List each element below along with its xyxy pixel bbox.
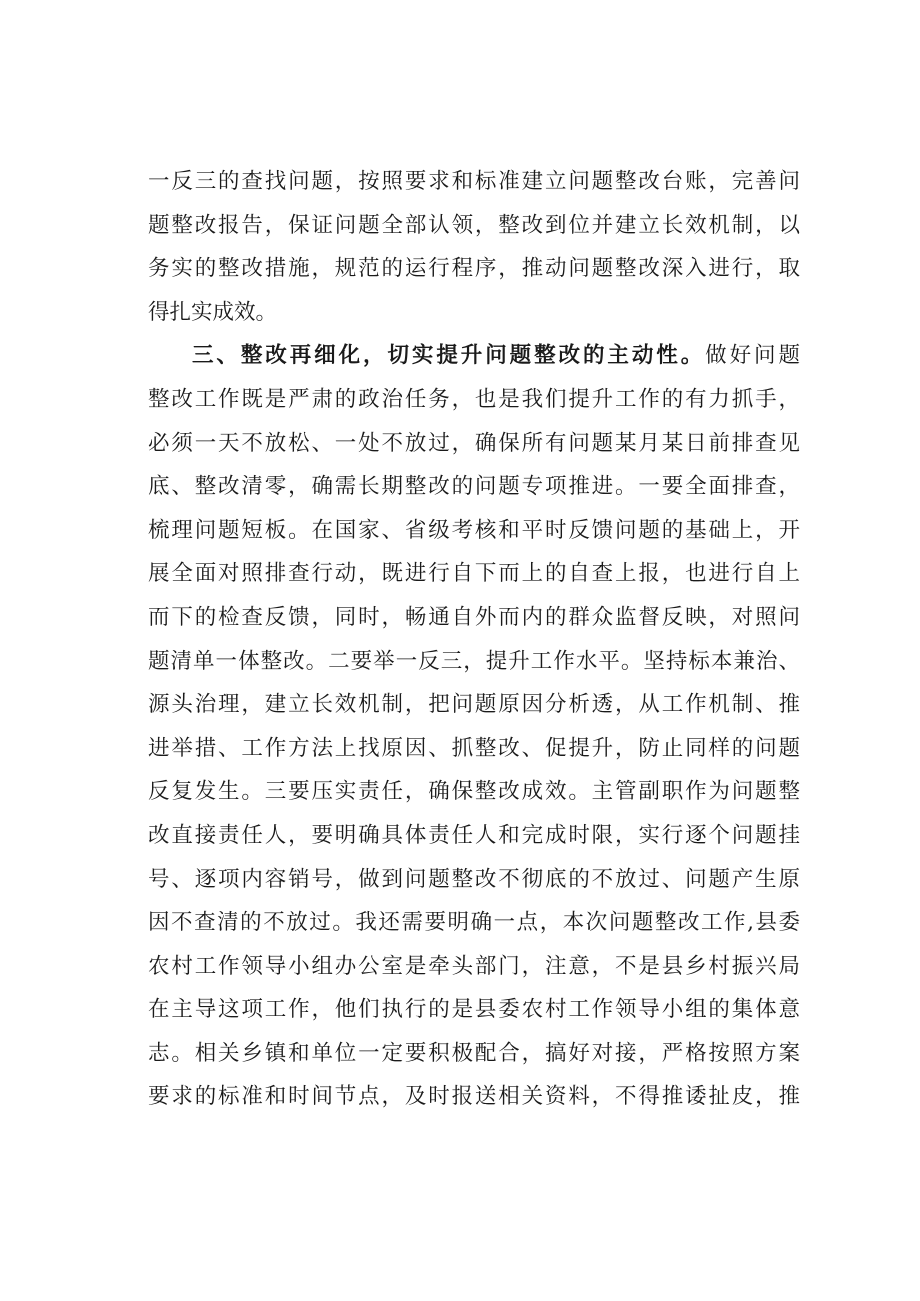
paragraph1-line: 务实的整改措施，规范的运行程序，推动问题整改深入进行，取 <box>148 256 800 282</box>
paragraph2-line: 展全面对照排查行动，既进行自下而上的自查上报，也进行自上 <box>148 561 800 587</box>
paragraph2-line: 志。相关乡镇和单位一定要积极配合，搞好对接，严格按照方案 <box>148 1040 800 1066</box>
paragraph1-line: 题整改报告，保证问题全部认领，整改到位并建立长效机制，以 <box>148 212 800 238</box>
paragraph1-line: 一反三的查找问题，按照要求和标准建立问题整改台账，完善问 <box>148 169 800 194</box>
paragraph1-line: 得扎实成效。 <box>148 299 278 325</box>
paragraph2-first-line-text: 做好问题 <box>705 343 800 369</box>
section-heading: 三、整改再细化，切实提升问题整改的主动性。 <box>192 343 706 369</box>
paragraph2-line: 源头治理，建立长效机制，把问题原因分析透，从工作机制、推 <box>148 692 800 718</box>
paragraph2-line: 要求的标准和时间节点，及时报送相关资料，不得推诿扯皮，推 <box>148 1084 800 1110</box>
paragraph2-line: 进举措、工作方法上找原因、抓整改、促提升，防止同样的问题 <box>148 735 800 761</box>
paragraph2-line: 号、逐项内容销号，做到问题整改不彻底的不放过、问题产生原 <box>148 866 800 892</box>
paragraph2-line: 整改工作既是严肃的政治任务，也是我们提升工作的有力抓手， <box>148 386 800 412</box>
paragraph2-line: 改直接责任人，要明确具体责任人和完成时限，实行逐个问题挂 <box>148 822 800 848</box>
paragraph2-line: 在主导这项工作，他们执行的是县委农村工作领导小组的集体意 <box>148 997 800 1023</box>
paragraph2-line: 农村工作领导小组办公室是牵头部门，注意，不是县乡村振兴局 <box>148 953 800 979</box>
paragraph2-line: 必须一天不放松、一处不放过，确保所有问题某月某日前排查见 <box>148 430 800 456</box>
paragraph2-first-line <box>148 334 800 378</box>
paragraph2-line: 底、整改清零，确需长期整改的问题专项推进。一要全面排查， <box>148 474 800 500</box>
paragraph2-line: 梳理问题短板。在国家、省级考核和平时反馈问题的基础上，开 <box>148 517 800 543</box>
document-page <box>148 160 800 1119</box>
paragraph2-line: 而下的检查反馈，同时，畅通自外而内的群众监督反映，对照问 <box>148 604 800 630</box>
paragraph2-line: 反复发生。三要压实责任，确保整改成效。主管副职作为问题整 <box>148 779 800 805</box>
paragraph2-line: 因不查清的不放过。我还需要明确一点，本次问题整改工作,县委 <box>148 910 800 936</box>
paragraph2-line: 题清单一体整改。二要举一反三，提升工作水平。坚持标本兼治、 <box>148 648 800 674</box>
